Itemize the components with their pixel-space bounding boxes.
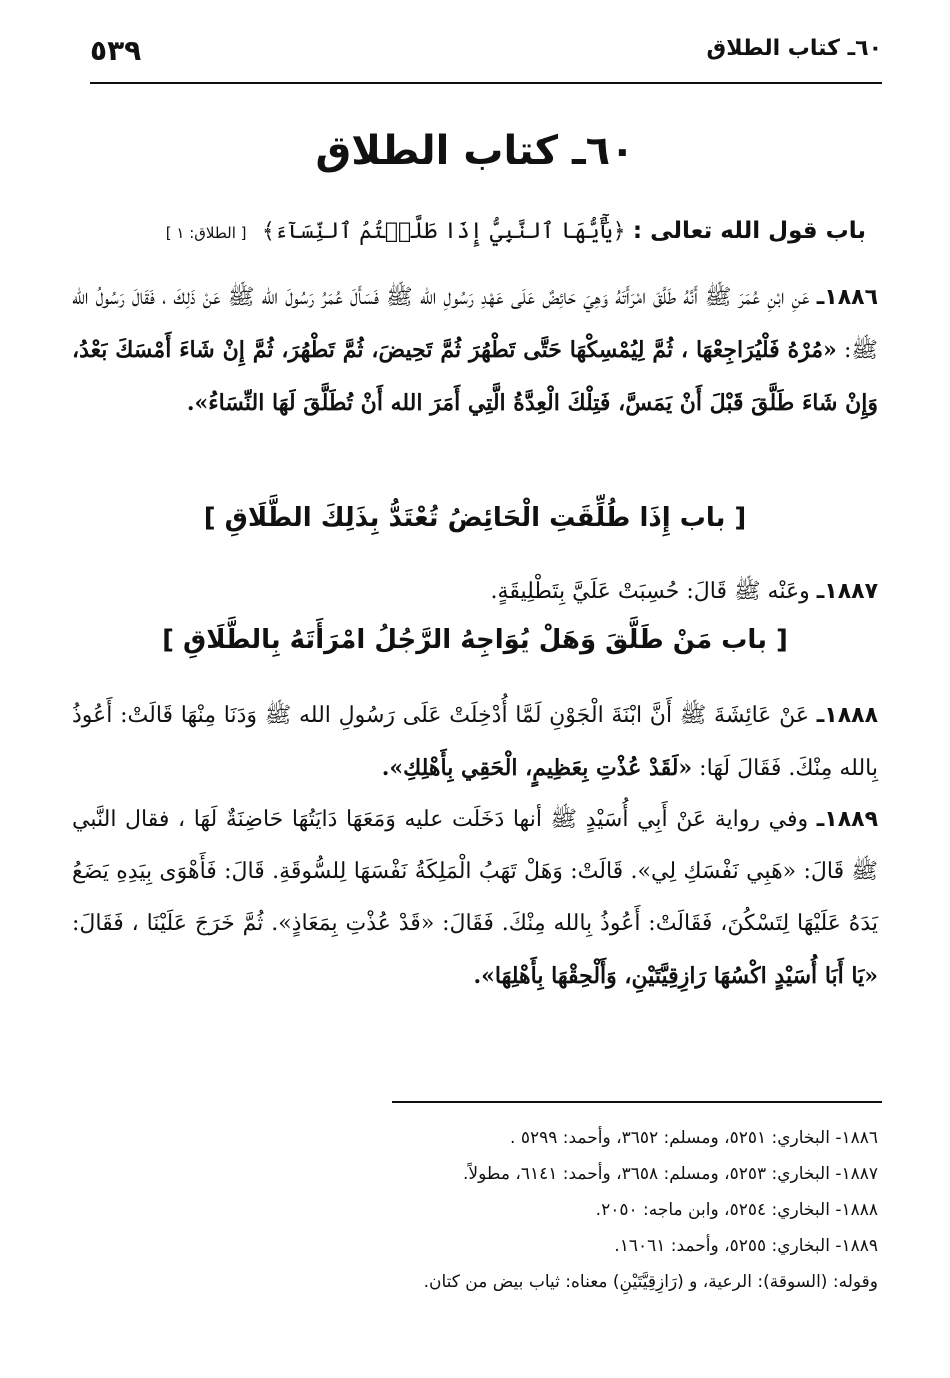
page-number: ٥٣٩ <box>90 34 142 67</box>
hadith-1886 <box>72 272 878 430</box>
book-title: ٦٠ـ كتاب الطلاق <box>315 128 635 174</box>
verse-reference: [ الطلاق: ١ ] <box>165 224 247 242</box>
hadith-number: ١٨٨٨ـ <box>816 703 878 728</box>
footnote-gloss: وقوله: (السوقة): الرعية، و (رَازِقِيَّتَيْنِ) معناه: ثياب بيض من كتان. <box>423 1272 878 1292</box>
running-title: ٦٠ـ كتاب الطلاق <box>706 36 882 61</box>
hadith-number: ١٨٨٧ـ <box>816 579 878 604</box>
running-header <box>90 34 882 84</box>
hadith-text: وعَنْه ﷺ قَالَ: حُسِبَتْ عَلَيَّ بِتَطْلِيقَةٍ. <box>490 579 810 604</box>
footnote: ١٨٨٨- البخاري: ٥٢٥٤، وابن ماجه: ٢٠٥٠. <box>595 1200 878 1220</box>
hadith-speech: «مُرْهُ فَلْيُرَاجِعْهَا ، ثُمَّ لِيُمْسِكْهَا حَتَّى تَطْهُرَ ثُمَّ تَحِيضَ، ثُمَّ تَطْهُرَ، ثُمَّ إِنْ شَاءَ أَمْسَكَ بَعْدُ، وَإِنْ شَاءَ طَلَّقَ قَبْلَ أَنْ يَمَسَّ، فَتِلْكَ الْعِدَّةُ الَّتِي أَمَرَ الله أَنْ تُطَلَّقَ لَهَا النِّسَاءُ». <box>72 337 878 416</box>
hadith-number: ١٨٨٦ـ <box>816 285 878 310</box>
hadith-text: وفي رواية عَنْ أَبِي أُسَيْدٍ ﷺ أنها دَخَلَت عليه وَمَعَهَا دَايَتُهَا حَاضِنَةٌ لَهَا ، فقال النَّبي ﷺ قَالَ: «هَبِي نَفْسَكِ لِي». قَالَتْ: وَهَلْ تَهَبُ الْمَلِكَةُ نَفْسَهَا لِلسُّوقَةِ. قَالَ: فَأَهْوَى بِيَدِهِ يَضَعُ يَدَهُ عَلَيْهَا لِتَسْكُنَ، فَقَالَتْ: أَعُوذُ بِالله مِنْكَ. فَقَالَ: «قَدْ عُذْتِ بِمَعَاذٍ». ثُمَّ خَرَجَ عَلَيْنَا ، فَقَالَ: <box>72 807 878 936</box>
footnote-divider <box>392 1101 882 1103</box>
hadith-number: ١٨٨٩ـ <box>816 807 878 832</box>
footnote: ١٨٨٧- البخاري: ٥٢٥٣، ومسلم: ٣٦٥٨، وأحمد: ٦١٤١، مطولاً. <box>463 1164 878 1184</box>
hadith-speech: «لَقَدْ عُذْتِ بِعَظِيمٍ، الْحَقِي بِأَهْلِكِ». <box>381 755 693 781</box>
hadith-1888 <box>72 690 878 795</box>
hadith-speech: «يَا أَبَا أُسَيْدٍ اكْسُهَا رَازِقِيَّتَيْنِ، وَأَلْحِقْهَا بِأَهْلِهَا». <box>473 963 878 989</box>
section-heading: [ باب مَنْ طَلَّقَ وَهَلْ يُوَاجِهُ الرَّجُلُ امْرَأَتَهُ بِالطَّلَاقِ ] <box>162 625 788 655</box>
chapter-heading <box>60 218 866 244</box>
footnotes <box>80 1120 878 1300</box>
hadith-text: عَنِ ابْنِ عُمَرَ ﷺ أَنَّهُ طَلَّقَ امْرَأَتَهُ وَهِيَ حَائِضٌ عَلَى عَهْدِ رَسُولِ الله ﷺ فَسَأَلَ عُمَرُ رَسُولَ الله ﷺ عَنْ ذَلِكَ ، فَقَالَ رَسُولُ الله ﷺ: <box>72 285 878 363</box>
quran-verse: ﴿يَٰٓأَيُّهَا ٱلنَّبِيُّ إِذَا طَلَّقۡتُمُ ٱلنِّسَآءَ﴾ <box>261 219 626 244</box>
hadith-text: عَنْ عَائِشَةَ ﷺ أَنَّ ابْنَةَ الْجَوْنِ لَمَّا أُدْخِلَتْ عَلَى رَسُولِ الله ﷺ وَدَنَا مِنْهَا قَالَتْ: أَعُوذُ بِالله مِنْكَ. فَقَالَ لَهَا: <box>72 703 878 781</box>
hadith-1889 <box>72 794 878 1003</box>
hadith-1887 <box>72 566 878 618</box>
footnote: ١٨٨٦- البخاري: ٥٢٥١، ومسلم: ٣٦٥٢، وأحمد: ٥٢٩٩ . <box>510 1128 878 1148</box>
footnote: ١٨٨٩- البخاري: ٥٢٥٥، وأحمد: ١٦٠٦١. <box>614 1236 878 1256</box>
section-heading: [ باب إِذَا طُلِّقَتِ الْحَائِضُ تُعْتَدُّ بِذَلِكَ الطَّلَاقِ ] <box>203 503 747 533</box>
chapter-label: باب قول الله تعالى : <box>632 218 866 244</box>
